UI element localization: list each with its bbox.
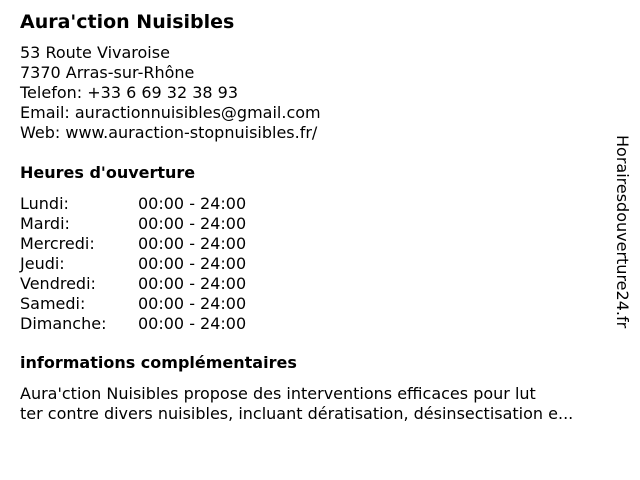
hours-row-friday xyxy=(20,274,280,294)
hours-day: Mardi: xyxy=(20,214,70,233)
contact-block xyxy=(20,43,321,143)
description-text xyxy=(20,384,620,424)
business-name: Aura'ction Nuisibles xyxy=(20,11,235,33)
hours-day: Jeudi: xyxy=(20,254,65,273)
hours-day: Samedi: xyxy=(20,294,86,313)
hours-time: 00:00 - 24:00 xyxy=(138,194,247,213)
hours-time: 00:00 - 24:00 xyxy=(138,274,247,293)
hours-row-wednesday xyxy=(20,234,280,254)
hours-row-sunday xyxy=(20,314,280,334)
additional-info-heading: informations complémentaires xyxy=(20,353,297,372)
hours-time: 00:00 - 24:00 xyxy=(138,234,247,253)
hours-row-monday xyxy=(20,194,280,214)
hours-time: 00:00 - 24:00 xyxy=(138,214,247,233)
opening-hours-heading: Heures d'ouverture xyxy=(20,163,196,182)
phone-line: Telefon: +33 6 69 32 38 93 xyxy=(20,83,239,102)
description-line: Aura'ction Nuisibles propose des interventions efficaces pour lut xyxy=(20,384,536,403)
opening-hours-table xyxy=(20,194,280,334)
hours-row-tuesday xyxy=(20,214,280,234)
description-line: ter contre divers nuisibles, incluant dératisation, désinsectisation e... xyxy=(20,404,574,423)
address-line-street: 53 Route Vivaroise xyxy=(20,43,170,62)
address-line-city: 7370 Arras-sur-Rhône xyxy=(20,63,195,82)
hours-day: Vendredi: xyxy=(20,274,96,293)
site-watermark: Horairesdouverture24.fr xyxy=(613,135,632,329)
hours-row-saturday xyxy=(20,294,280,314)
email-line: Email: auractionnuisibles@gmail.com xyxy=(20,103,321,122)
hours-row-thursday xyxy=(20,254,280,274)
hours-day: Lundi: xyxy=(20,194,69,213)
hours-day: Mercredi: xyxy=(20,234,95,253)
web-line: Web: www.auraction-stopnuisibles.fr/ xyxy=(20,123,318,142)
hours-day: Dimanche: xyxy=(20,314,107,333)
hours-time: 00:00 - 24:00 xyxy=(138,294,247,313)
hours-time: 00:00 - 24:00 xyxy=(138,314,247,333)
hours-time: 00:00 - 24:00 xyxy=(138,254,247,273)
